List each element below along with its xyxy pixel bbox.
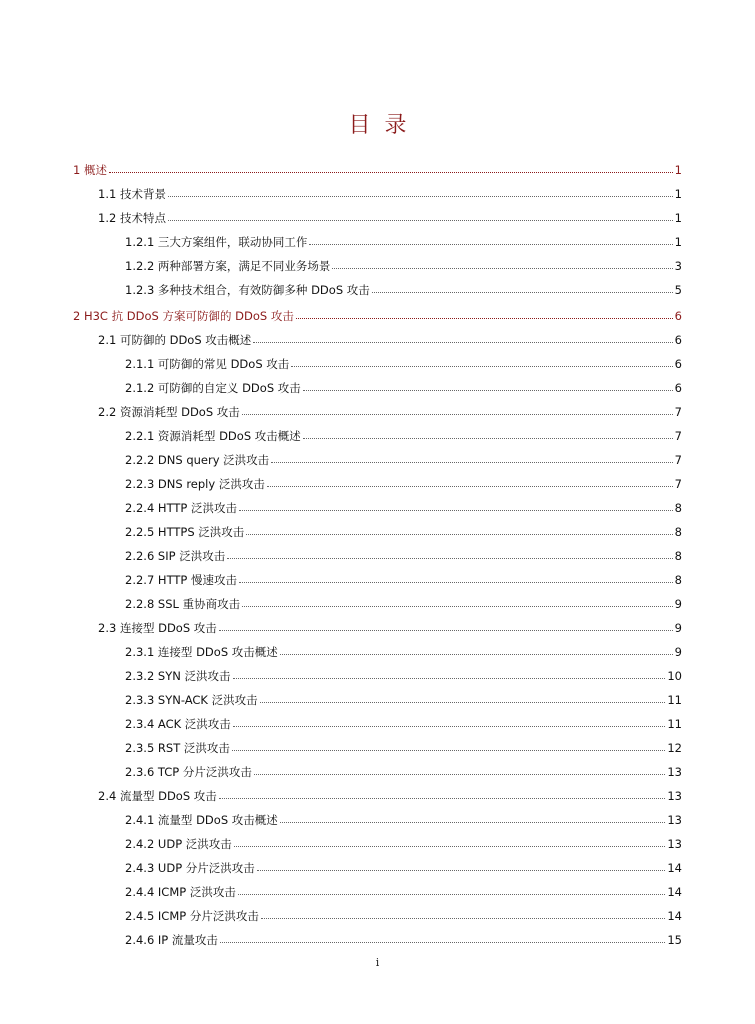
toc-entry-page: 13 — [667, 789, 682, 803]
toc-leader — [109, 163, 673, 173]
toc-entry[interactable] — [125, 525, 682, 539]
toc-entry-label: 1.2 技术特点 — [98, 211, 166, 225]
toc-entry-page: 6 — [674, 333, 682, 347]
toc-leader — [234, 837, 666, 847]
toc-entry-page: 5 — [674, 283, 682, 297]
toc-entry[interactable] — [125, 235, 682, 249]
toc-entry[interactable] — [98, 405, 682, 419]
page-number: i — [375, 956, 380, 969]
toc-entry[interactable] — [125, 381, 682, 395]
toc-entry-label: 2.2.6 SIP 泛洪攻击 — [125, 549, 226, 563]
toc-entry[interactable] — [125, 741, 682, 755]
toc-entry-page: 3 — [674, 259, 682, 273]
toc-leader — [253, 333, 672, 343]
toc-entry-label: 2.3.5 RST 泛洪攻击 — [125, 741, 230, 755]
toc-entry-page: 6 — [674, 309, 682, 323]
toc-entry-label: 2.2.8 SSL 重协商攻击 — [125, 597, 241, 611]
toc-entry-page: 8 — [674, 525, 682, 539]
toc-entry-page: 9 — [674, 597, 682, 611]
toc-entry-label: 2.3.4 ACK 泛洪攻击 — [125, 717, 231, 731]
toc-entry-label: 2.4.6 IP 流量攻击 — [125, 933, 218, 947]
toc-entry[interactable] — [125, 717, 682, 731]
toc-entry-label: 2.2.4 HTTP 泛洪攻击 — [125, 501, 238, 515]
toc-leader — [239, 573, 673, 583]
toc-leader — [242, 597, 673, 607]
toc-leader — [254, 765, 665, 775]
toc-entry[interactable] — [125, 501, 682, 515]
toc-entry-label: 2.3 连接型 DDoS 攻击 — [98, 621, 217, 635]
toc-leader — [239, 501, 673, 511]
toc-entry-label: 1.1 技术背景 — [98, 187, 166, 201]
toc-leader — [261, 909, 666, 919]
toc-entry[interactable] — [73, 309, 682, 323]
toc-entry[interactable] — [125, 597, 682, 611]
toc-leader — [257, 861, 666, 871]
toc-leader — [303, 381, 673, 391]
toc-entry[interactable] — [98, 789, 682, 803]
toc-entry[interactable] — [125, 645, 682, 659]
toc-entry[interactable] — [98, 187, 682, 201]
toc-entry-page: 13 — [667, 837, 682, 851]
toc-leader — [280, 813, 666, 823]
toc-leader — [291, 357, 672, 367]
toc-entry[interactable] — [125, 549, 682, 563]
toc-leader — [260, 693, 666, 703]
toc-entry-label: 2.4.4 ICMP 泛洪攻击 — [125, 885, 236, 899]
toc-entry[interactable] — [125, 259, 682, 273]
toc-entry-page: 8 — [674, 549, 682, 563]
toc-entry-label: 2.4.1 流量型 DDoS 攻击概述 — [125, 813, 278, 827]
toc-entry-label: 2.2.3 DNS reply 泛洪攻击 — [125, 477, 265, 491]
toc-entry[interactable] — [125, 933, 682, 947]
toc-entry[interactable] — [125, 909, 682, 923]
toc-entry-page: 9 — [674, 621, 682, 635]
toc-entry-label: 2.3.2 SYN 泛洪攻击 — [125, 669, 231, 683]
toc-leader — [309, 235, 672, 245]
toc-leader — [271, 453, 672, 463]
toc-entry[interactable] — [98, 621, 682, 635]
toc-entry-label: 2 H3C 抗 DDoS 方案可防御的 DDoS 攻击 — [73, 309, 294, 323]
toc-entry[interactable] — [125, 693, 682, 707]
toc-leader — [332, 259, 672, 269]
toc-entry[interactable] — [125, 573, 682, 587]
toc-entry-label: 2.4.3 UDP 分片泛洪攻击 — [125, 861, 255, 875]
toc-entry-page: 6 — [674, 381, 682, 395]
toc-entry-page: 15 — [667, 933, 682, 947]
toc-entry-label: 1 概述 — [73, 163, 107, 177]
toc-entry-label: 2.2.5 HTTPS 泛洪攻击 — [125, 525, 245, 539]
toc-entry[interactable] — [125, 669, 682, 683]
toc-entry-page: 8 — [674, 501, 682, 515]
toc-entry[interactable] — [125, 357, 682, 371]
toc-entry-label: 2.2 资源消耗型 DDoS 攻击 — [98, 405, 240, 419]
toc-leader — [232, 741, 665, 751]
toc-entry-page: 6 — [674, 357, 682, 371]
toc-leader — [372, 283, 673, 293]
toc-entry-page: 1 — [674, 235, 682, 249]
toc-entry-page: 7 — [674, 453, 682, 467]
toc-entry-label: 1.2.2 两种部署方案，满足不同业务场景 — [125, 259, 331, 273]
toc-entry-page: 7 — [674, 405, 682, 419]
toc-entry-page: 14 — [667, 885, 682, 899]
toc-leader — [238, 885, 666, 895]
toc-leader — [242, 405, 673, 415]
toc-leader — [219, 621, 673, 631]
toc-entry-label: 2.4 流量型 DDoS 攻击 — [98, 789, 217, 803]
toc-entry[interactable] — [98, 333, 682, 347]
toc-leader — [267, 477, 673, 487]
toc-entry-page: 14 — [667, 861, 682, 875]
toc-entry[interactable] — [125, 429, 682, 443]
toc-leader — [303, 429, 673, 439]
toc-entry-page: 11 — [667, 717, 682, 731]
toc-entry-page: 7 — [674, 477, 682, 491]
toc-entry[interactable] — [125, 477, 682, 491]
toc-entry[interactable] — [125, 813, 682, 827]
toc-entry-label: 1.2.3 多种技术组合，有效防御多种 DDoS 攻击 — [125, 283, 370, 297]
toc-entry-label: 1.2.1 三大方案组件，联动协同工作 — [125, 235, 308, 249]
toc-entry-page: 13 — [667, 813, 682, 827]
toc-leader — [246, 525, 672, 535]
toc-entry-page: 1 — [674, 187, 682, 201]
toc-entry[interactable] — [125, 283, 682, 297]
toc-entry[interactable] — [125, 861, 682, 875]
toc-leader — [233, 717, 666, 727]
toc-entry[interactable] — [98, 211, 682, 225]
toc-entry-label: 2.4.2 UDP 泛洪攻击 — [125, 837, 232, 851]
toc-entry[interactable] — [125, 837, 682, 851]
toc-leader — [168, 211, 673, 221]
toc-entry-label: 2.2.7 HTTP 慢速攻击 — [125, 573, 238, 587]
toc-entry-label: 2.1.1 可防御的常见 DDoS 攻击 — [125, 357, 290, 371]
toc-entry-label: 2.2.1 资源消耗型 DDoS 攻击概述 — [125, 429, 301, 443]
toc-entry-page: 8 — [674, 573, 682, 587]
toc-entry-page: 13 — [667, 765, 682, 779]
toc-entry-page: 1 — [674, 211, 682, 225]
toc-leader — [227, 549, 672, 559]
toc-entry[interactable] — [125, 885, 682, 899]
toc-leader — [296, 309, 673, 319]
toc-entry[interactable] — [125, 765, 682, 779]
toc-leader — [219, 789, 666, 799]
toc-leader — [220, 933, 665, 943]
toc-entry-label: 2.3.3 SYN-ACK 泛洪攻击 — [125, 693, 258, 707]
toc-entry-page: 9 — [674, 645, 682, 659]
toc-entry-page: 1 — [674, 163, 682, 177]
toc-entry-label: 2.4.5 ICMP 分片泛洪攻击 — [125, 909, 259, 923]
toc-entry-label: 2.1 可防御的 DDoS 攻击概述 — [98, 333, 252, 347]
toc-entry-page: 11 — [667, 693, 682, 707]
toc-entry-page: 10 — [667, 669, 682, 683]
toc-entry[interactable] — [125, 453, 682, 467]
toc-entry[interactable] — [73, 163, 682, 177]
toc-entry-page: 14 — [667, 909, 682, 923]
toc-leader — [233, 669, 666, 679]
toc-entry-label: 2.3.1 连接型 DDoS 攻击概述 — [125, 645, 278, 659]
toc-entry-label: 2.2.2 DNS query 泛洪攻击 — [125, 453, 270, 467]
toc-entry-label: 2.1.2 可防御的自定义 DDoS 攻击 — [125, 381, 301, 395]
toc-leader — [168, 187, 673, 197]
toc-entry-page: 12 — [667, 741, 682, 755]
page-title: 目录 — [348, 113, 421, 138]
toc-entry-page: 7 — [674, 429, 682, 443]
toc-entry-label: 2.3.6 TCP 分片泛洪攻击 — [125, 765, 252, 779]
toc-leader — [280, 645, 673, 655]
